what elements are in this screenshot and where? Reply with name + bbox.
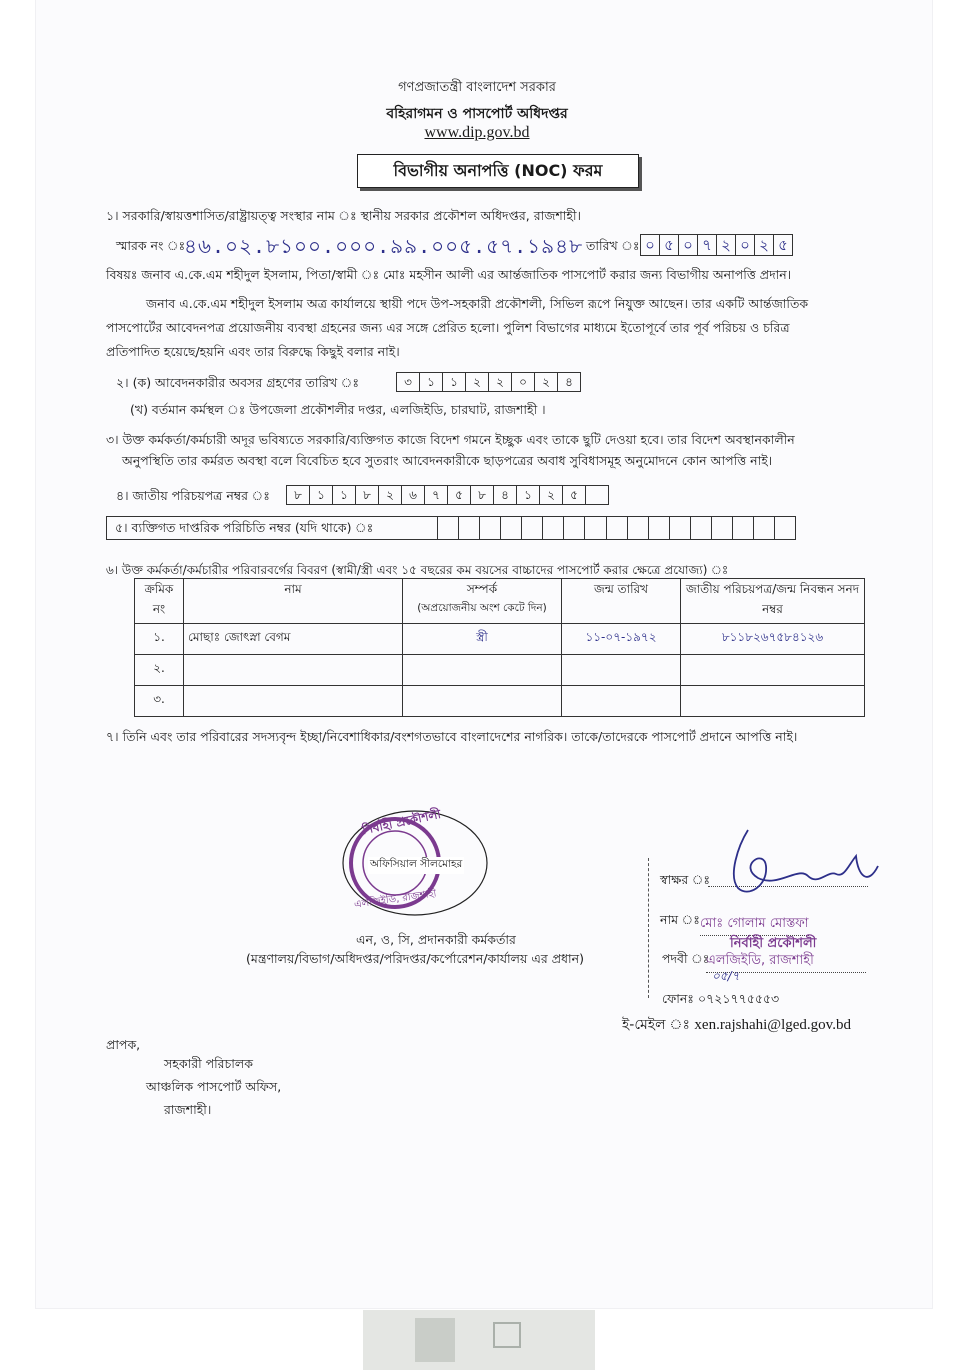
- id-cell: [542, 517, 563, 539]
- digit-cell: ৮: [355, 485, 378, 505]
- item1-value: স্থানীয় সরকার প্রকৌশল অধিদপ্তর, রাজশাহী।: [360, 208, 582, 223]
- item6-label: ৬। উক্ত কর্মকর্তা/কর্মচারীর পরিবারবর্গের বিবরণ (স্বামী/স্ত্রী এবং ১৫ বছরের কম বয়সের বাচ্চাদের পাসপোর্ট করার ক্ষেত্রে প্রযোজ্য) ঃ: [106, 563, 729, 577]
- post-value: এলজিইডি, রাজশাহী: [706, 951, 866, 973]
- date-label: তারিখ ঃ: [586, 238, 640, 253]
- phone-value: ০৭২১৭৭৫৫৫৩: [697, 991, 780, 1006]
- digit-cell: ৪: [557, 372, 581, 392]
- body-line: জনাব এ.কে.এম শহীদুল ইসলাম অত্র কার্যালয়ে স্থায়ী পদে উপ-সহকারী প্রকৌশলী, সিভিল রূপে নিযুক্ত আছেন। তার একটি আর্ন্তজাতিক: [146, 296, 809, 311]
- name-label: নাম ঃ: [660, 912, 700, 927]
- cell-nid: [681, 686, 865, 717]
- cell-nid: [681, 655, 865, 686]
- table-row: [135, 624, 865, 655]
- digit-cell: ১: [516, 485, 539, 505]
- item3-line: অনুপস্থিতি তার কর্মরত অবস্থা বলে বিবেচিত হবে সুতরাং আবেদনকারীকে ছাড়পত্রের অবাধ সুবিধাসমূহ অনুমোদনে কোন আপত্তি নাই।: [122, 453, 773, 468]
- recipient-line: রাজশাহী।: [164, 1102, 212, 1117]
- digit-cell: ১: [442, 372, 465, 392]
- post-label: পদবী ঃ: [662, 951, 710, 966]
- seal-label: অফিসিয়াল সীলমোহর: [368, 857, 464, 874]
- cell-relation: [403, 686, 562, 717]
- website-link[interactable]: www.dip.gov.bd: [424, 124, 530, 141]
- id-cell: [627, 517, 648, 539]
- col-relation-title: সম্পর্ক: [466, 582, 498, 596]
- date-digit: ৫: [773, 234, 793, 256]
- digit-cell: ২: [534, 372, 557, 392]
- id-cell: [669, 517, 690, 539]
- designation-stamp: নির্বাহী প্রকৌশলী: [730, 936, 817, 951]
- date-boxes: [640, 234, 793, 256]
- signature-icon: [708, 826, 888, 906]
- cell-dob: ১১-০৭-১৯৭২: [562, 624, 681, 655]
- id-cell: [500, 517, 521, 539]
- digit-cell: ৩: [396, 372, 419, 392]
- family-table: [134, 578, 865, 717]
- id-cell: [711, 517, 732, 539]
- scan-block: [493, 1322, 521, 1348]
- retirement-date-boxes: [396, 372, 581, 392]
- issuer-line: (মন্ত্রণালয়/বিভাগ/অধিদপ্তর/পরিদপ্তর/কর্পোরেশন/কার্যালয় এর প্রধান): [246, 951, 584, 966]
- phone-row: [662, 991, 779, 1011]
- cell-nid: ৮১১৮২৬৭৫৮৪১২৬: [681, 624, 865, 655]
- item3-line: ৩। উক্ত কর্মকর্তা/কর্মচারী অদূর ভবিষ্যতে সরকারি/ব্যক্তিগত কাজে বিদেশ গমনে ইচ্ছুক এবং তাকে ছুটি দেওয়া হবে। তার বিদেশ অবস্থানকালীন: [106, 432, 795, 447]
- table-row: [135, 655, 865, 686]
- initial-date: ০৫/৭: [712, 969, 740, 983]
- digit-cell: ৭: [424, 485, 447, 505]
- digit-cell: ২: [488, 372, 511, 392]
- col-dob: জন্ম তারিখ: [562, 579, 681, 624]
- seal-stamp-text2: এলজিইডি, রাজশাহী: [353, 888, 438, 911]
- item1-row: [106, 208, 581, 228]
- phone-label: ফোনঃ: [662, 991, 694, 1006]
- date-digit: ০: [640, 234, 659, 256]
- digit-cell: ৫: [562, 485, 585, 505]
- digit-cell: ১: [332, 485, 355, 505]
- sign-label: স্বাক্ষর ঃ: [660, 872, 711, 887]
- cell-relation: স্ত্রী: [403, 624, 562, 655]
- col-nid: জাতীয় পরিচয়পত্র/জন্ম নিবন্ধন সনদ নম্বর: [681, 579, 865, 624]
- digit-cell: ৫: [447, 485, 470, 505]
- item5-label: ৫। ব্যক্তিগত দাপ্তরিক পরিচিতি নম্বর (যদি থাকে) ঃ: [115, 520, 374, 535]
- id-cell: [690, 517, 711, 539]
- item2b-value: উপজেলা প্রকৌশলীর দপ্তর, এলজিইডি, চারঘাট, রাজশাহী ।: [249, 402, 546, 417]
- official-seal: [340, 808, 490, 918]
- recipient-line: প্রাপক,: [106, 1037, 141, 1052]
- body-line: পাসপোর্টের আবেদনপত্র প্রয়োজনীয় ব্যবস্থা গ্রহনের জন্য এর সঙ্গে প্রেরিত হলো। পুলিশ বিভাগের মাধ্যমে ইতোপূর্বে তার পূর্ব পরিচয় ও চরিত্র: [106, 320, 790, 335]
- issuer-line: এন, ও, সি, প্রদানকারী কর্মকর্তার: [356, 932, 516, 947]
- id-cell: [648, 517, 669, 539]
- digit-cell: [585, 485, 609, 505]
- govt-heading: গণপ্রজাতন্ত্রী বাংলাদেশ সরকার: [398, 80, 556, 95]
- memo-label: স্মারক নং ঃ: [116, 238, 186, 253]
- scan-artifact: [363, 1310, 595, 1370]
- id-cell: [521, 517, 542, 539]
- digit-cell: ২: [378, 485, 401, 505]
- date-digit: ০: [678, 234, 697, 256]
- table-header-row: [135, 579, 865, 624]
- name-value: মোঃ গোলাম মোস্তফা: [700, 914, 809, 936]
- email-value[interactable]: xen.rajshahi@lged.gov.bd: [694, 1017, 851, 1033]
- date-digit: ৭: [697, 234, 716, 256]
- body-line: প্রতিপাদিত হয়েছে/হয়নি এবং তার বিরুদ্ধে কিছুই বলার নাই।: [106, 344, 400, 359]
- cell-serial: ২.: [135, 655, 184, 686]
- personal-id-boxes: [437, 517, 795, 539]
- col-relation: [403, 579, 562, 624]
- email-label: ই-মেইল ঃ: [622, 1017, 690, 1033]
- item7-line: ৭। তিনি এবং তার পরিবারের সদস্যবৃন্দ ইচ্ছা/নিবেশাধিকার/বংশগতভাবে বাংলাদেশের নাগরিক। তাকে/তাদেরকে পাসপোর্ট প্রদানে আপত্তি নাই।: [106, 729, 798, 744]
- table-row: [135, 686, 865, 717]
- id-cell: [563, 517, 584, 539]
- recipient-line: আঞ্চলিক পাসপোর্ট অফিস,: [146, 1079, 282, 1094]
- digit-cell: ৮: [286, 485, 309, 505]
- seal-stamp-text: নির্বাহী প্রকৌশলী: [361, 806, 442, 838]
- id-cell: [458, 517, 479, 539]
- id-cell: [732, 517, 753, 539]
- id-cell: [606, 517, 627, 539]
- id-cell: [584, 517, 605, 539]
- date-digit: ০: [735, 234, 754, 256]
- form-title: বিভাগীয় অনাপত্তি (NOC) ফরম: [357, 154, 639, 188]
- email-row: [622, 1013, 851, 1037]
- department-heading: বহিরাগমন ও পাসপোর্ট অধিদপ্তর: [386, 106, 568, 122]
- nid-boxes: [286, 485, 609, 505]
- digit-cell: ০: [511, 372, 534, 392]
- cell-dob: [562, 655, 681, 686]
- id-cell: [774, 517, 795, 539]
- cell-serial: ১.: [135, 624, 184, 655]
- digit-cell: ১: [309, 485, 332, 505]
- scan-block: [415, 1318, 455, 1362]
- divider: [648, 858, 650, 998]
- digit-cell: ৪: [493, 485, 516, 505]
- cell-name: [184, 686, 403, 717]
- date-digit: ২: [716, 234, 735, 256]
- digit-cell: ২: [465, 372, 488, 392]
- item5-row: [106, 516, 796, 540]
- digit-cell: ২: [539, 485, 562, 505]
- cell-name: [184, 655, 403, 686]
- item1-label: ১। সরকারি/স্বায়ত্তশাসিত/রাষ্ট্রায়ত্ত্ব সংস্থার নাম ঃ: [106, 208, 357, 223]
- item4-label: ৪। জাতীয় পরিচয়পত্র নম্বর ঃ: [116, 488, 270, 503]
- date-digit: ৫: [659, 234, 678, 256]
- cell-serial: ৩.: [135, 686, 184, 717]
- digit-cell: ৬: [401, 485, 424, 505]
- item2b-label: (খ) বর্তমান কর্মস্থল ঃ: [130, 402, 246, 417]
- id-cell: [437, 517, 458, 539]
- col-name: নাম: [184, 579, 403, 624]
- cell-name: মোছাঃ জোৎস্না বেগম: [184, 624, 403, 655]
- item2b-row: [130, 402, 546, 422]
- col-serial: ক্রমিক নং: [135, 579, 184, 624]
- date-digit: ২: [754, 234, 773, 256]
- cell-relation: [403, 655, 562, 686]
- digit-cell: ৮: [470, 485, 493, 505]
- digit-cell: ১: [419, 372, 442, 392]
- subject-line: বিষয়ঃ জনাব এ.কে.এম শহীদুল ইসলাম, পিতা/স্বামী ঃ মোঃ মহসীন আলী এর আর্ন্তজাতিক পাসপোর্ট করার জন্য বিভাগীয় অনাপত্তি প্রদান।: [106, 267, 792, 282]
- id-cell: [479, 517, 500, 539]
- memo-number: ৪৬.০২.৮১০০.০০০.৯৯.০০৫.৫৭.১৯৪৮: [184, 234, 584, 258]
- col-relation-note: (অপ্রয়োজনীয় অংশ কেটে দিন): [417, 602, 547, 614]
- id-cell: [753, 517, 774, 539]
- item2a-label: ২। (ক) আবেদনকারীর অবসর গ্রহণের তারিখ ঃ: [116, 375, 360, 390]
- recipient-line: সহকারী পরিচালক: [164, 1056, 253, 1071]
- cell-dob: [562, 686, 681, 717]
